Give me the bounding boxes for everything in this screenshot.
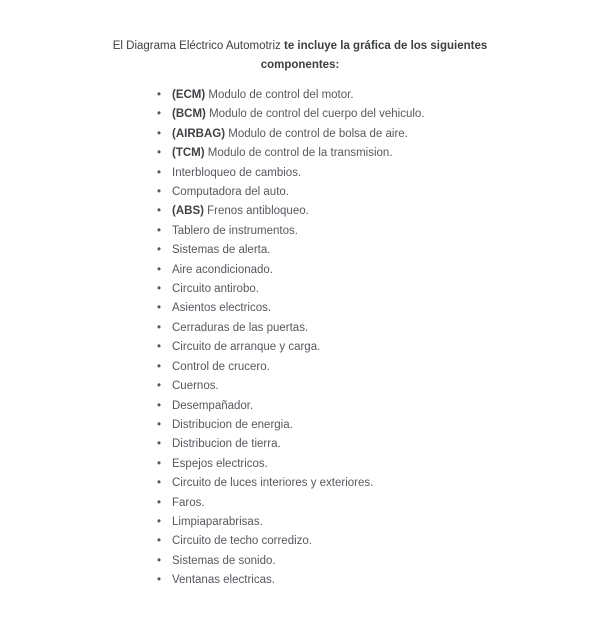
bullet-icon: • xyxy=(157,244,162,257)
bullet-icon: • xyxy=(157,438,162,451)
list-item-text: Aire acondicionado. xyxy=(172,263,274,276)
bullet-icon: • xyxy=(157,380,162,393)
list-item-abbreviation: (TCM) xyxy=(172,147,205,160)
list-item-text: Circuito de luces interiores y exteriores. xyxy=(172,477,374,490)
list-item xyxy=(157,377,600,396)
bullet-icon: • xyxy=(157,166,162,179)
list-item-text: Interbloqueo de cambios. xyxy=(172,166,302,179)
list-item-abbreviation: (AIRBAG) xyxy=(172,127,226,140)
bullet-icon: • xyxy=(157,89,162,101)
list-item-text: Ventanas electricas. xyxy=(172,574,275,587)
list-item xyxy=(157,494,600,513)
bullet-icon: • xyxy=(157,302,162,315)
component-list xyxy=(0,86,600,591)
bullet-icon: • xyxy=(157,574,162,587)
bullet-icon: • xyxy=(157,108,162,121)
bullet-icon: • xyxy=(157,224,162,237)
bullet-icon: • xyxy=(157,457,162,470)
list-item xyxy=(157,513,600,532)
bullet-icon: • xyxy=(157,127,162,140)
list-item-text: Modulo de control del cuerpo del vehiculo. xyxy=(209,108,425,121)
list-item-text: Asientos electricos. xyxy=(172,302,272,315)
list-item-text: Frenos antibloqueo. xyxy=(207,205,309,218)
list-item-text: Distribucion de tierra. xyxy=(172,438,281,451)
bullet-icon: • xyxy=(157,263,162,276)
bullet-icon: • xyxy=(157,554,162,567)
list-item xyxy=(157,571,600,590)
list-item-abbreviation: (ECM) xyxy=(172,89,206,101)
list-item xyxy=(157,319,600,338)
list-item-text: Cerraduras de las puertas. xyxy=(172,321,309,334)
list-item-text: Desempañador. xyxy=(172,399,254,412)
list-item xyxy=(157,105,600,124)
title-regular-text: El Diagrama Eléctrico Automotriz xyxy=(112,40,281,52)
list-item-text: Espejos electricos. xyxy=(172,457,268,470)
list-item xyxy=(157,261,600,280)
list-item xyxy=(157,222,600,241)
bullet-icon: • xyxy=(157,399,162,412)
list-item xyxy=(157,299,600,318)
bullet-icon: • xyxy=(157,496,162,509)
bullet-icon: • xyxy=(157,321,162,334)
list-item xyxy=(157,241,600,260)
list-item xyxy=(157,435,600,454)
bullet-icon: • xyxy=(157,418,162,431)
list-item xyxy=(157,474,600,493)
bullet-icon: • xyxy=(157,515,162,528)
list-item-text: Computadora del auto. xyxy=(172,186,289,199)
list-item xyxy=(157,183,600,202)
list-item xyxy=(157,144,600,163)
list-item-text: Modulo de control de la transmision. xyxy=(207,147,393,160)
bullet-icon: • xyxy=(157,477,162,490)
list-item xyxy=(157,455,600,474)
bullet-icon: • xyxy=(157,283,162,296)
bullet-icon: • xyxy=(157,205,162,218)
page-title xyxy=(90,37,510,75)
list-item-text: Distribucion de energia. xyxy=(172,418,293,431)
title-bold-text: te incluye la gráfica de los siguientes componentes: xyxy=(260,40,488,71)
bullet-icon: • xyxy=(157,360,162,373)
list-item-text: Modulo de control del motor. xyxy=(208,89,354,101)
list-item-text: Faros. xyxy=(172,496,205,509)
list-item-text: Circuito antirobo. xyxy=(172,283,259,296)
list-item xyxy=(157,125,600,144)
list-item xyxy=(157,280,600,299)
list-item xyxy=(157,338,600,357)
list-item xyxy=(157,86,600,105)
list-item-text: Circuito de techo corredizo. xyxy=(172,535,312,548)
list-item-text: Sistemas de sonido. xyxy=(172,554,276,567)
list-item-text: Limpiaparabrisas. xyxy=(172,515,263,528)
list-item-abbreviation: (BCM) xyxy=(172,108,206,121)
list-item xyxy=(157,358,600,377)
list-item xyxy=(157,164,600,183)
list-item-text: Modulo de control de bolsa de aire. xyxy=(228,127,408,140)
list-item-text: Tablero de instrumentos. xyxy=(172,224,298,237)
list-item-abbreviation: (ABS) xyxy=(172,205,204,218)
list-item-text: Sistemas de alerta. xyxy=(172,244,271,257)
list-item-text: Circuito de arranque y carga. xyxy=(172,341,321,354)
bullet-icon: • xyxy=(157,186,162,199)
bullet-icon: • xyxy=(157,147,162,160)
list-item xyxy=(157,416,600,435)
list-item-text: Cuernos. xyxy=(172,380,219,393)
list-item xyxy=(157,397,600,416)
bullet-icon: • xyxy=(157,341,162,354)
list-item-text: Control de crucero. xyxy=(172,360,270,373)
list-item xyxy=(157,202,600,221)
list-item xyxy=(157,552,600,571)
document-page xyxy=(0,37,600,637)
list-item xyxy=(157,532,600,551)
bullet-icon: • xyxy=(157,535,162,548)
